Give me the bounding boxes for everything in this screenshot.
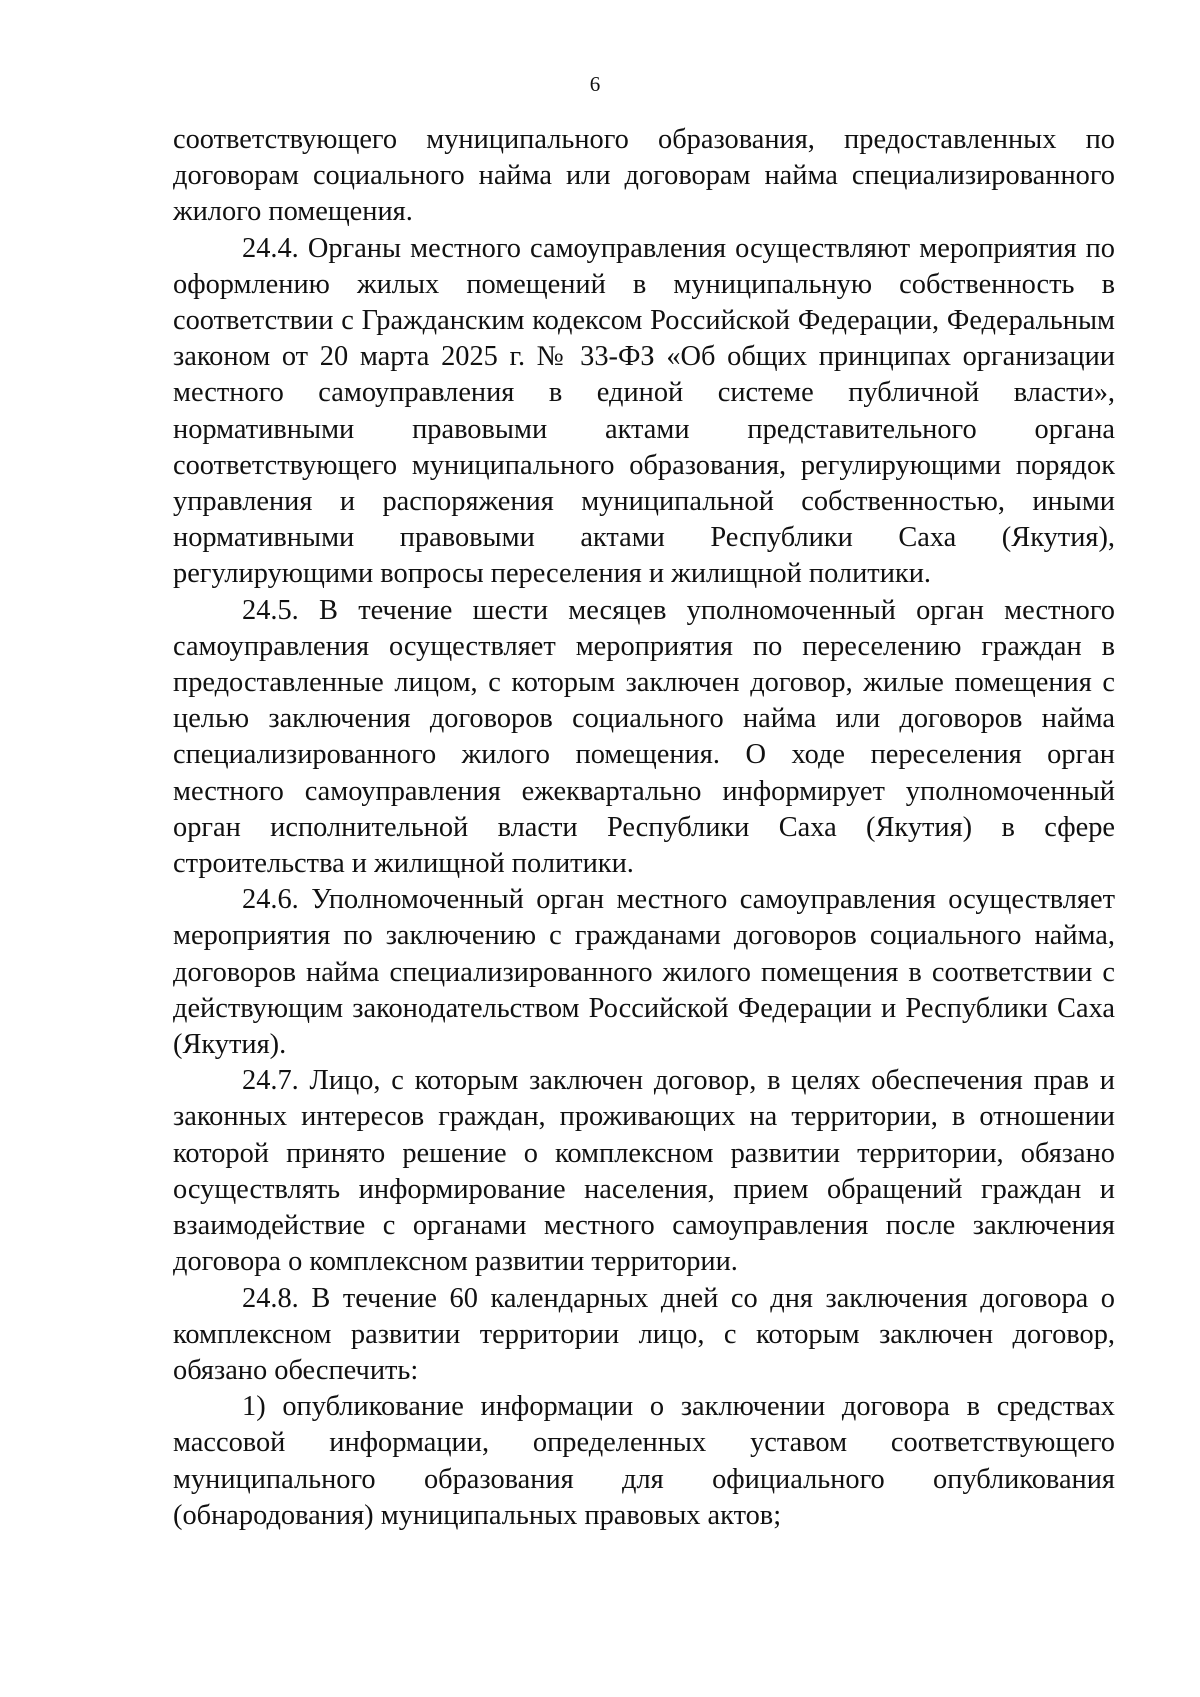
paragraph-24-6: 24.6. Уполномоченный орган местного самоуправления осуществляет мероприятия по заключению с гражданами договоров социального найма, договоров найма специализированного жилого помещения в соответствии с действующим законодательством Российской Федерации и Республики Саха (Якутия).	[173, 884, 1115, 1061]
page-number: 6	[589, 72, 601, 96]
paragraph-24-8: 24.8. В течение 60 календарных дней со дня заключения договора о комплексном развитии территории лицо, с которым заключен договор, обязано обеспечить:	[173, 1282, 1115, 1386]
paragraph-24-4: 24.4. Органы местного самоуправления осуществляют мероприятия по оформлению жилых помещений в муниципальную собственность в соответствии с Гражданским кодексом Российской Федерации, Федеральным законом от 20 марта 2025 г. № 33-ФЗ «Об общих принципах организации местного самоуправления в единой системе публичной власти», нормативными правовыми актами представительного органа соответствующего муниципального образования, регулирующими порядок управления и распоряжения муниципальной собственностью, иными нормативными правовыми актами Республики Саха (Якутия), регулирующими вопросы переселения и жилищной политики.	[173, 232, 1115, 590]
document-body	[173, 122, 1115, 1534]
list-item-1: 1) опубликование информации о заключении договора в средствах массовой информации, определенных уставом соответствующего муниципального образования для официального опубликования (обнародования) муниципальных правовых актов;	[173, 1391, 1115, 1531]
paragraph-24-5: 24.5. В течение шести месяцев уполномоченный орган местного самоуправления осуществляет мероприятия по переселению граждан в предоставленные лицом, с которым заключен договор, жилые помещения с целью заключения договоров социального найма или договоров найма специализированного жилого помещения. О ходе переселения орган местного самоуправления ежеквартально информирует уполномоченный орган исполнительной власти Республики Саха (Якутия) в сфере строительства и жилищной политики.	[173, 594, 1115, 880]
paragraph-continuation: соответствующего муниципального образования, предоставленных по договорам социального найма или договорам найма специализированного жилого помещения.	[173, 124, 1115, 228]
paragraph-24-7: 24.7. Лицо, с которым заключен договор, в целях обеспечения прав и законных интересов граждан, проживающих на территории, в отношении которой принято решение о комплексном развитии территории, обязано осуществлять информирование населения, прием обращений граждан и взаимодействие с органами местного самоуправления после заключения договора о комплексном развитии территории.	[173, 1065, 1115, 1278]
